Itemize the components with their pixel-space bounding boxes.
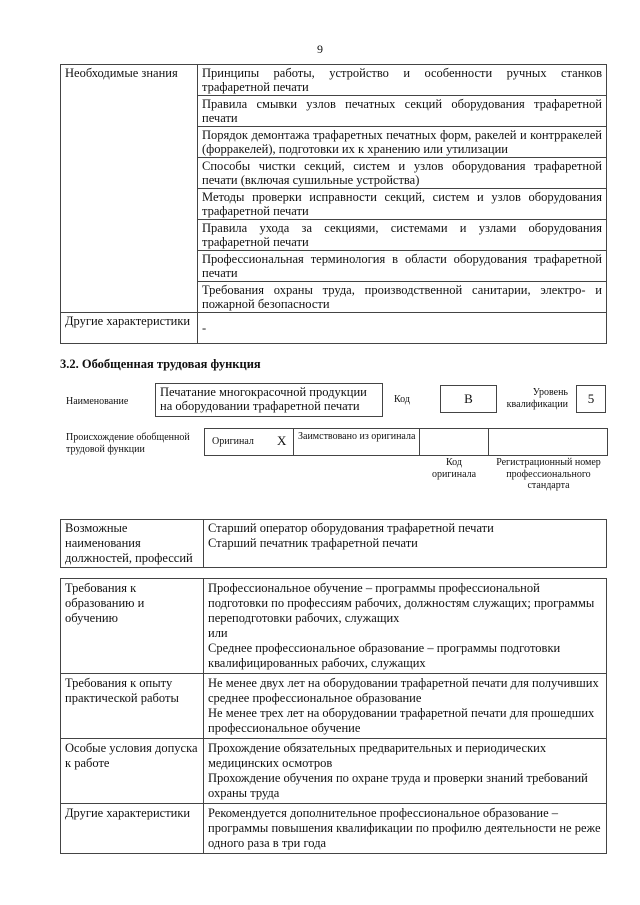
knowledge-item: Методы проверки исправности секций, систем и узлов оборудования трафаретной печати: [198, 189, 607, 220]
name-label: Наименование: [66, 396, 129, 407]
table-row: [61, 65, 607, 96]
requirement-line: Рекомендуется дополнительное профессиональное образование – программы повышения квалификации по профилю деятельности не реже одного раза в три года: [208, 806, 601, 850]
knowledge-item: Требования охраны труда, производственной санитарии, электро- и пожарной безопасности: [198, 282, 607, 313]
requirement-label: Требования к образованию и обучению: [61, 579, 204, 674]
requirement-label: Требования к опыту практической работы: [61, 674, 204, 739]
requirement-line: Не менее трех лет на оборудовании трафаретной печати для прошедших профессиональное обучение: [208, 706, 595, 735]
table-row: [61, 674, 607, 739]
origin-label: Происхождение обобщенной трудовой функции: [66, 432, 190, 455]
requirement-value: [204, 739, 607, 804]
other-characteristics-value: -: [198, 313, 607, 344]
requirement-line: Профессиональное обучение – программы профессиональной подготовки по профессиям рабочих, должностям служащих; программы переподготовки рабочих, служащих: [208, 581, 595, 625]
table-row: [61, 520, 607, 568]
knowledge-table: [60, 64, 607, 344]
table-row: [61, 313, 607, 344]
knowledge-item: Правила смывки узлов печатных секций оборудования трафаретной печати: [198, 96, 607, 127]
knowledge-item: Способы чистки секций, систем и узлов оборудования трафаретной печати (включая сушильные устройства): [198, 158, 607, 189]
table-row: [61, 804, 607, 854]
knowledge-item: Профессиональная терминология в области оборудования трафаретной печати: [198, 251, 607, 282]
requirement-line: Прохождение обучения по охране труда и проверки знаний требований охраны труда: [208, 771, 588, 800]
requirement-value: [204, 579, 607, 674]
knowledge-item: Правила ухода за секциями, системами и узлами оборудования трафаретной печати: [198, 220, 607, 251]
divider: [488, 428, 489, 455]
divider: [293, 428, 294, 455]
code-label: Код: [394, 394, 410, 405]
requirement-line: Прохождение обязательных предварительных и периодических медицинских осмотров: [208, 741, 547, 770]
table-row: [61, 739, 607, 804]
original-mark: X: [277, 433, 287, 448]
requirement-line: Не менее двух лет на оборудовании трафаретной печати для получивших среднее профессиональное образование: [208, 676, 599, 705]
table-row: [61, 579, 607, 674]
requirements-table: [60, 578, 607, 854]
knowledge-item: Порядок демонтажа трафаретных печатных форм, ракелей и контрракелей (форракелей), подготовки их к хранению или утилизации: [198, 127, 607, 158]
position-item: Старший печатник трафаретной печати: [208, 536, 418, 550]
requirement-line: или: [208, 626, 228, 640]
knowledge-label: Необходимые знания: [61, 65, 198, 313]
borrowed-label: Заимствовано из оригинала: [298, 431, 416, 442]
requirement-line: Среднее профессиональное образование – программы подготовки квалифицированных рабочих, служащих: [208, 641, 561, 670]
requirement-value: [204, 674, 607, 739]
requirement-value: [204, 804, 607, 854]
position-item: Старший оператор оборудования трафаретной печати: [208, 521, 494, 535]
knowledge-item: Принципы работы, устройство и особенности ручных станков трафаретной печати: [198, 65, 607, 96]
page-number: 9: [317, 42, 323, 56]
requirement-label: Другие характеристики: [61, 804, 204, 854]
original-label: Оригинал: [212, 436, 254, 447]
level-label: Уровень квалификации: [506, 387, 568, 410]
registration-caption: Регистрационный номер профессионального стандарта: [496, 457, 601, 491]
positions-table: [60, 519, 607, 568]
positions-values: [204, 520, 607, 568]
section-title: 3.2. Обобщенная трудовая функция: [60, 357, 261, 371]
divider: [419, 428, 420, 455]
level-value: 5: [576, 385, 606, 413]
function-name: Печатание многокрасочной продукции на оборудовании трафаретной печати: [155, 383, 383, 417]
code-value: B: [440, 385, 497, 413]
requirement-label: Особые условия допуска к работе: [61, 739, 204, 804]
code-caption: Код оригинала: [431, 457, 477, 480]
positions-label: Возможные наименования должностей, профессий: [61, 520, 204, 568]
other-characteristics-label: Другие характеристики: [61, 313, 198, 344]
